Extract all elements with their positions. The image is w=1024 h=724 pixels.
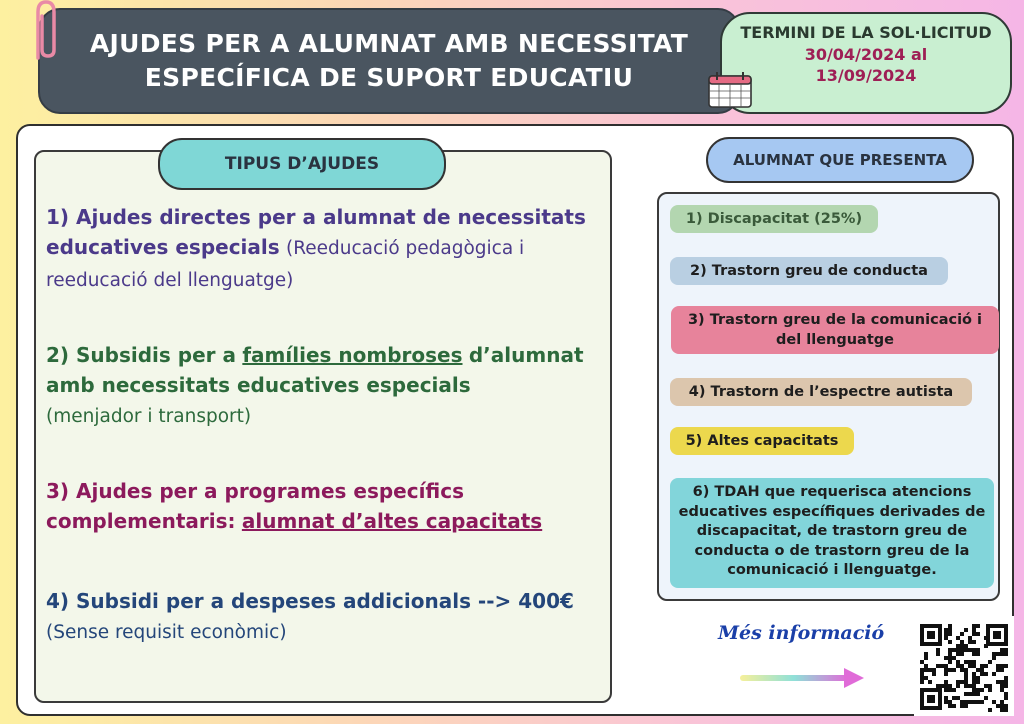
aid-item-2-detail: (menjador i transport)	[46, 406, 252, 427]
qr-module	[984, 696, 988, 700]
qr-module	[972, 688, 976, 692]
qr-module	[1000, 648, 1004, 652]
qr-module	[940, 684, 944, 688]
qr-module	[952, 656, 956, 660]
qr-module	[976, 624, 980, 628]
qr-module	[968, 660, 972, 664]
qr-module	[992, 700, 996, 704]
deadline-dates-line-2: 13/09/2024	[815, 66, 917, 85]
qr-module	[932, 672, 936, 676]
qr-module	[1004, 664, 1008, 668]
qr-module	[984, 672, 988, 676]
qr-module	[988, 708, 992, 712]
profile-tag-2: 2) Trastorn greu de conducta	[670, 257, 948, 285]
qr-module	[1004, 676, 1008, 680]
qr-module	[956, 680, 960, 684]
qr-module	[932, 668, 936, 672]
qr-module	[952, 696, 956, 700]
aid-item-4-detail: (Sense requisit econòmic)	[46, 622, 287, 643]
qr-module	[936, 652, 940, 656]
qr-module	[988, 660, 992, 664]
qr-module	[948, 660, 952, 664]
qr-module	[940, 664, 944, 668]
qr-module	[944, 668, 948, 672]
qr-module	[1000, 684, 1004, 688]
qr-module	[996, 704, 1000, 708]
qr-module	[980, 672, 984, 676]
qr-module	[1000, 680, 1004, 684]
qr-module	[964, 680, 968, 684]
qr-module	[960, 648, 964, 652]
aid-item-1-detail: (Reeducació pedagògica i reeducació del llenguatge)	[46, 238, 525, 291]
qr-module	[964, 672, 968, 676]
qr-module	[960, 640, 964, 644]
qr-module	[944, 696, 948, 700]
qr-module	[1004, 708, 1008, 712]
qr-module	[952, 648, 956, 652]
qr-module	[972, 700, 976, 704]
qr-module	[960, 664, 964, 668]
qr-module	[956, 652, 960, 656]
qr-module	[968, 640, 972, 644]
qr-module	[944, 680, 948, 684]
deadline-label: TERMINI DE LA SOL·LICITUD	[740, 23, 992, 42]
qr-module	[956, 660, 960, 664]
qr-module	[980, 688, 984, 692]
qr-module	[948, 684, 952, 688]
qr-module	[920, 668, 924, 672]
qr-module	[944, 684, 948, 688]
qr-module	[1000, 704, 1004, 708]
aid-item-3-title: 3) Ajudes per a programes específics complementaris:	[46, 479, 465, 533]
qr-module	[996, 668, 1000, 672]
qr-module	[976, 700, 980, 704]
qr-module	[976, 652, 980, 656]
qr-module	[972, 680, 976, 684]
qr-module	[944, 700, 948, 704]
qr-module	[924, 664, 928, 668]
qr-module	[964, 644, 968, 648]
qr-module	[976, 648, 980, 652]
qr-module	[952, 668, 956, 672]
qr-module	[944, 628, 948, 632]
aid-item-3-link[interactable]: alumnat d’altes capacitats	[241, 509, 543, 533]
title-line-2: ESPECÍFICA DE SUPORT EDUCATIU	[144, 63, 634, 92]
qr-module	[956, 696, 960, 700]
qr-module	[976, 632, 980, 636]
qr-module	[972, 624, 976, 628]
qr-module	[964, 684, 968, 688]
qr-module	[920, 680, 924, 684]
qr-module	[968, 636, 972, 640]
qr-module	[944, 636, 948, 640]
qr-module	[976, 692, 980, 696]
qr-module	[936, 684, 940, 688]
qr-module	[988, 688, 992, 692]
qr-module	[972, 660, 976, 664]
qr-module	[976, 676, 980, 680]
qr-module	[920, 672, 924, 676]
qr-module	[924, 668, 928, 672]
qr-module	[1004, 692, 1008, 696]
qr-module	[1004, 652, 1008, 656]
student-profile-heading: ALUMNAT QUE PRESENTA	[706, 137, 974, 183]
qr-module	[1004, 680, 1008, 684]
qr-module	[956, 636, 960, 640]
qr-module	[944, 664, 948, 668]
title-line-1: AJUDES PER A ALUMNAT AMB NECESSITAT	[89, 29, 689, 58]
qr-module	[968, 692, 972, 696]
qr-module	[944, 688, 948, 692]
qr-module	[944, 672, 948, 676]
qr-module	[956, 644, 960, 648]
qr-module	[976, 680, 980, 684]
qr-module	[964, 704, 968, 708]
qr-module	[968, 700, 972, 704]
qr-module	[944, 632, 948, 636]
qr-module	[960, 644, 964, 648]
qr-module	[1000, 664, 1004, 668]
qr-module	[984, 684, 988, 688]
qr-module	[984, 644, 988, 648]
qr-module	[1004, 648, 1008, 652]
qr-module	[960, 668, 964, 672]
qr-module	[968, 648, 972, 652]
aid-item-1	[46, 202, 602, 296]
profile-tag-6: 6) TDAH que requerisca atencions educatives específiques derivades de discapacitat, de trastorn greu de conducta o de trastorn greu de la comunicació i llenguatge.	[670, 478, 994, 588]
qr-module	[980, 668, 984, 672]
aid-item-1-title: 1) Ajudes directes per a alumnat de necessitats educatives especials	[46, 205, 586, 259]
qr-module	[1000, 708, 1004, 712]
qr-module	[960, 680, 964, 684]
qr-module	[964, 660, 968, 664]
qr-module	[920, 660, 924, 664]
qr-module	[1000, 688, 1004, 692]
qr-module	[960, 632, 964, 636]
qr-module	[1004, 696, 1008, 700]
aid-item-2-link[interactable]: famílies nombroses	[242, 343, 463, 367]
qr-module	[972, 672, 976, 676]
calendar-icon	[706, 70, 756, 110]
qr-module	[996, 680, 1000, 684]
aid-item-4-title: 4) Subsidi per a despeses addicionals --> 400€	[46, 589, 574, 613]
qr-module	[960, 652, 964, 656]
profile-tag-1: 1) Discapacitat (25%)	[670, 205, 878, 233]
qr-module	[964, 668, 968, 672]
qr-module	[1004, 684, 1008, 688]
qr-module	[972, 692, 976, 696]
qr-module	[956, 648, 960, 652]
aid-item-2-title-a: 2) Subsidis per a	[46, 343, 236, 367]
qr-module	[944, 656, 948, 660]
qr-module	[928, 680, 932, 684]
qr-module	[964, 628, 968, 632]
profile-tag-4: 4) Trastorn de l’espectre autista	[670, 378, 972, 406]
qr-module	[952, 704, 956, 708]
qr-module	[972, 652, 976, 656]
qr-module	[964, 648, 968, 652]
qr-module	[992, 656, 996, 660]
qr-module	[968, 664, 972, 668]
qr-module	[984, 664, 988, 668]
qr-module	[988, 684, 992, 688]
qr-module	[936, 664, 940, 668]
qr-module	[972, 648, 976, 652]
qr-module	[956, 684, 960, 688]
qr-module	[972, 628, 976, 632]
qr-module	[924, 652, 928, 656]
qr-module	[984, 636, 988, 640]
qr-module	[992, 672, 996, 676]
qr-module	[936, 648, 940, 652]
qr-module	[948, 656, 952, 660]
qr-module	[972, 684, 976, 688]
qr-module	[964, 692, 968, 696]
qr-module	[996, 652, 1000, 656]
qr-code[interactable]	[914, 616, 1014, 716]
qr-module	[972, 676, 976, 680]
more-info-link[interactable]: Més informació	[718, 622, 885, 644]
qr-module	[948, 628, 952, 632]
qr-module	[980, 700, 984, 704]
qr-module	[960, 700, 964, 704]
title-banner	[38, 8, 740, 114]
gradient-arrow-icon	[740, 666, 866, 690]
qr-module	[972, 632, 976, 636]
qr-module	[964, 700, 968, 704]
qr-module	[948, 700, 952, 704]
qr-module	[968, 684, 972, 688]
qr-module	[964, 676, 968, 680]
qr-module	[976, 668, 980, 672]
profile-tag-5: 5) Altes capacitats	[670, 427, 854, 455]
qr-module	[948, 648, 952, 652]
qr-module	[948, 704, 952, 708]
paperclip-icon	[24, 0, 64, 64]
aid-item-4	[46, 586, 602, 648]
qr-module	[924, 676, 928, 680]
qr-module	[972, 664, 976, 668]
qr-module	[1000, 652, 1004, 656]
qr-module	[960, 704, 964, 708]
qr-module	[952, 688, 956, 692]
qr-module	[928, 668, 932, 672]
aid-types-heading: TIPUS D’AJUDES	[158, 138, 446, 190]
aid-item-2	[46, 340, 602, 432]
qr-module	[948, 652, 952, 656]
qr-module	[1000, 700, 1004, 704]
aid-item-3	[46, 476, 602, 536]
deadline-box	[720, 12, 1012, 114]
qr-module	[948, 640, 952, 644]
qr-module	[1004, 704, 1008, 708]
qr-module	[948, 668, 952, 672]
qr-module	[972, 640, 976, 644]
aid-item-2-title-b: d’alumnat amb necessitats educatives especials	[46, 343, 584, 397]
qr-module	[948, 688, 952, 692]
qr-module	[980, 664, 984, 668]
qr-module	[924, 656, 928, 660]
qr-module	[996, 664, 1000, 668]
qr-module	[920, 676, 924, 680]
qr-module	[956, 664, 960, 668]
qr-module	[948, 632, 952, 636]
qr-module	[976, 688, 980, 692]
qr-module	[1000, 668, 1004, 672]
deadline-dates-line-1: 30/04/2024 al	[804, 45, 928, 64]
qr-module	[948, 624, 952, 628]
profile-tag-3: 3) Trastorn greu de la comunicació i del llenguatge	[671, 306, 999, 354]
qr-module	[992, 652, 996, 656]
